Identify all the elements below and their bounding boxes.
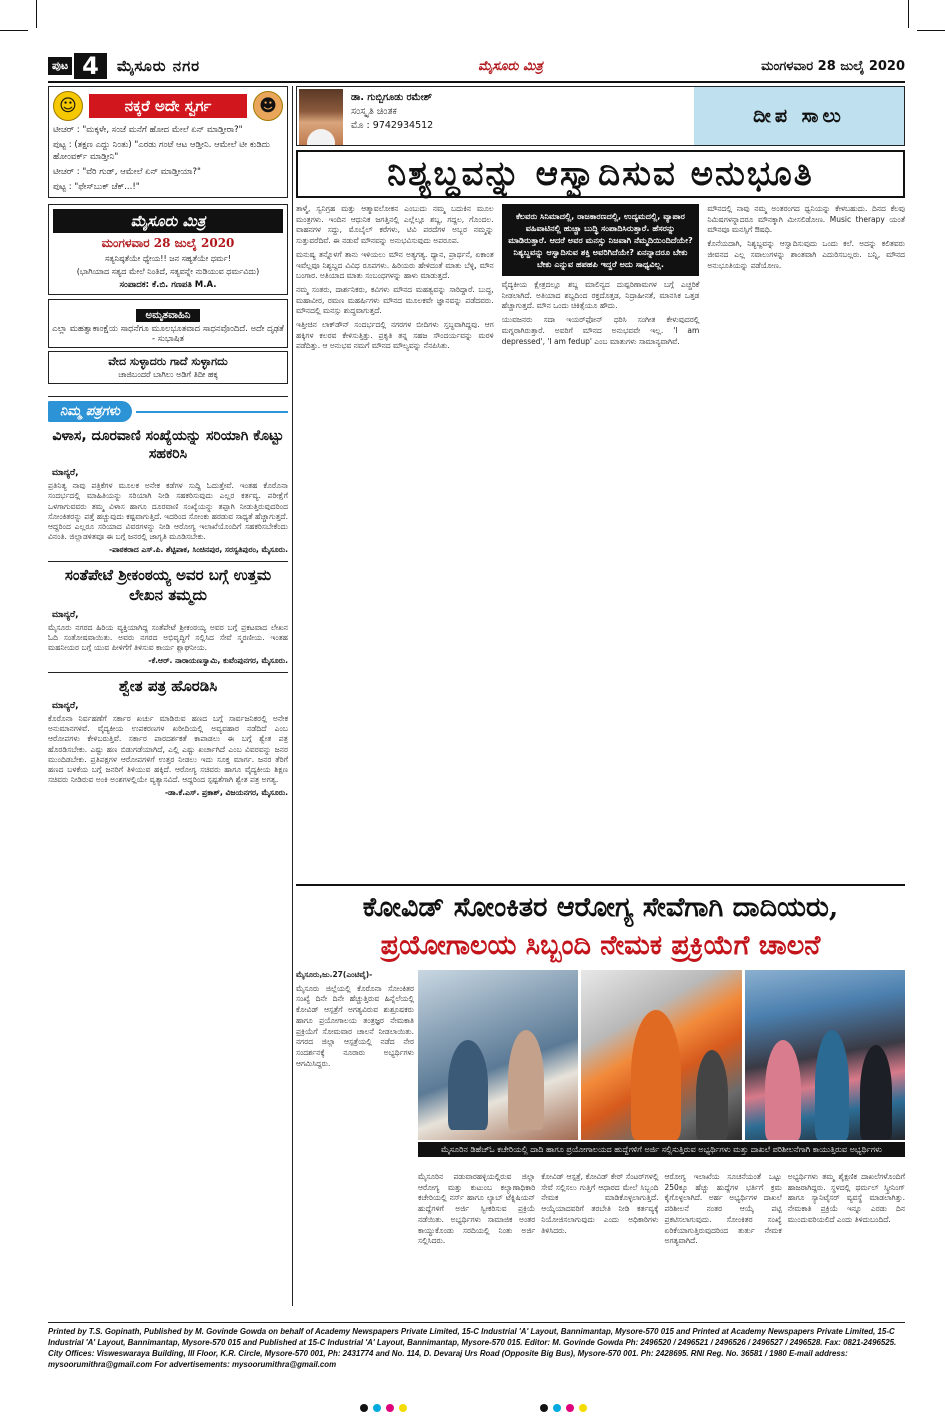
letter-signature: -ಡಾ.ಕೆ.ಎಸ್. ಪ್ರಕಾಶ್, ವಿಜಯನಗರ, ಮೈಸೂರು.: [164, 787, 288, 797]
letter-signature: -ಪಾಠಕರಾದ ಎಸ್.ಪಿ. ಶೆಟ್ಟಿಪಾಕ, ಸಿಂಚಿನಪುರ, ಸರಸ್ವತಿಪುರಂ, ಮೈಸೂರು.: [108, 544, 288, 554]
header-rule: [48, 81, 905, 83]
imprint-footer: Printed by T.S. Gopinath, Published by M. Govinde Gowda on behalf of Academy Newspapers Private Limited, 15-C Industrial 'A' Layout, Bannimantap, Mysore-570 015 and Printed at Academy Newspapers Private Limited, 15-C Industrial 'A' Layout, Bannimantap, Mysore-570 015 and Published at 15-C Industrial 'A' Layout, Bannimantap, Mysore-570 015. Editor: M. Govinde Gowda Ph: 2496520 / 2496521 / 2496526 / 2496527 / 2496528. Fax: 0821-2496525. City Offices: Visweswaraya Building, III Floor, K.R. Circle, Mysore-570 001, Ph: 2431774 and No. 114, D. Devaraj Urs Road (Opposite Big Bus), Mysore-570 001. Ph: 2428695. RNI Reg. No. 36581 / 1980 E-mail address: mysoorumithra@gmail.com For advertisements: mysoorumithra@gmail.com: [48, 1322, 905, 1370]
article-column: [502, 204, 700, 355]
article-paragraph: ವೈದ್ಯಕೀಯ ಕ್ಷೇತ್ರದಲ್ಲೂ ಶಬ್ದ ಮಾಲಿನ್ಯದ ದುಷ್ಪರಿಣಾಮಗಳ ಬಗ್ಗೆ ಎಚ್ಚರಿಕೆ ನೀಡಲಾಗಿದೆ. ಅತಿಯಾದ ಶಬ್ದದಿಂದ ರಕ್ತದೊತ್ತಡ, ನಿದ್ರಾಹೀನತೆ, ಮಾನಸಿಕ ಒತ್ತಡ ಹೆಚ್ಚಾಗುತ್ತದೆ. ಮೌನ ಒಂದು ಚಿಕಿತ್ಸೆಯೂ ಹೌದು.: [501, 280, 700, 311]
person-figure: [631, 1010, 681, 1140]
news-paragraph: ಆರೋಗ್ಯ ಇಲಾಖೆಯ ಸೂಚನೆಯಂತೆ ಒಟ್ಟು 250ಕ್ಕೂ ಹೆಚ್ಚು ಹುದ್ದೆಗಳ ಭರ್ತಿಗೆ ಕ್ರಮ ಕೈಗೊಳ್ಳಲಾಗಿದೆ. ಅರ್ಹ ಅಭ್ಯರ್ಥಿಗಳ ದಾಖಲೆ ಪರಿಶೀಲನೆ ನಂತರ ಆಯ್ಕೆ ಪಟ್ಟಿ ಪ್ರಕಟಿಸಲಾಗುವುದು. ಸೋಂಕಿತರ ಸಂಖ್ಯೆ ಏರಿಕೆಯಾಗುತ್ತಿರುವುದರಿಂದ ತುರ್ತು ನೇಮಕ ಅಗತ್ಯವಾಗಿದೆ.: [664, 1172, 782, 1246]
crop-mark: [917, 30, 945, 31]
news-photos: [418, 970, 905, 1140]
news-paragraph: ಅಭ್ಯರ್ಥಿಗಳು ತಮ್ಮ ಶೈಕ್ಷಣಿಕ ದಾಖಲೆಗಳೊಂದಿಗೆ ಹಾಜರಾಗಿದ್ದರು. ಸ್ಥಳದಲ್ಲಿ ಥರ್ಮಲ್ ಸ್ಕ್ರೀನಿಂಗ್ ಹಾಗೂ ಸ್ಯಾನಿಟೈಸರ್ ವ್ಯವಸ್ಥೆ ಮಾಡಲಾಗಿತ್ತು. ನೇಮಕಾತಿ ಪ್ರಕ್ರಿಯೆ ಇನ್ನೂ ಎರಡು ದಿನ ಮುಂದುವರಿಯಲಿದೆ ಎಂದು ತಿಳಿದುಬಂದಿದೆ.: [787, 1172, 905, 1224]
letter-body: ಪ್ರತಿನಿತ್ಯ ನಾವು ಪತ್ರಿಕೆಗಳ ಮೂಲಕ ಅನೇಕ ಕಡೆಗಳ ಸುದ್ದಿ ಓದುತ್ತೇವೆ. ಇಂತಹ ಕೊರೊನಾ ಸಂದರ್ಭದಲ್ಲಿ ಮಾಹಿತಿಯನ್ನು ಸರಿಯಾಗಿ ನೀಡಿ ಸಹಕರಿಸುವುದು ಎಲ್ಲರ ಕರ್ತವ್ಯ. ಪರೀಕ್ಷೆಗೆ ಒಳಗಾಗುವವರು ತಮ್ಮ ವಿಳಾಸ ಹಾಗೂ ದೂರವಾಣಿ ಸಂಖ್ಯೆಯನ್ನು ತಪ್ಪಾಗಿ ನೀಡುತ್ತಿರುವುದರಿಂದ ಸೋಂಕಿತರನ್ನು ಪತ್ತೆ ಹಚ್ಚುವುದು ಕಷ್ಟವಾಗುತ್ತಿದೆ. ಇದರಿಂದ ಸೋಂಕು ಹರಡುವ ಸಾಧ್ಯತೆ ಹೆಚ್ಚಾಗುತ್ತದೆ. ಆದ್ದರಿಂದ ಎಲ್ಲರೂ ಸರಿಯಾದ ವಿವರಗಳನ್ನು ನೀಡಿ ಆರೋಗ್ಯ ಇಲಾಖೆಯೊಂದಿಗೆ ಸಹಕರಿಸಬೇಕೆಂದು ವಿನಂತಿ. ಜಿಲ್ಲಾಡಳಿತವೂ ಈ ಬಗ್ಗೆ ಜನರಲ್ಲಿ ಜಾಗೃತಿ ಮೂಡಿಸಬೇಕು.: [48, 481, 288, 542]
article-pullquote: ಕೆಲವರು ಸಿನಿಮಾದಲ್ಲಿ, ರಾಜಕಾರಣದಲ್ಲಿ, ಉದ್ಯಮದಲ್ಲಿ, ವ್ಯಾಪಾರ ವಹಿವಾಟಿನಲ್ಲಿ ಹುಚ್ಚಾ ಬುದ್ಧಿ ಸಂಪಾದಿಸಿರುತ್ತಾರೆ. ಹೆಸರನ್ನು ಮಾಡಿರುತ್ತಾರೆ. ಆದರೆ ಅವರ ಮನಸ್ಸು ನಿಜವಾಗಿ ನೆಮ್ಮದಿಯಿಂದಿದೆಯೇ? ನಿಶ್ಯಬ್ದವನ್ನು ಆಸ್ವಾದಿಸುವ ಶಕ್ತಿ ಅವರಿಗಿದೆಯೇ? ಏನನ್ನಾದರೂ ಬೇಕು ಬೇಕು ಎನ್ನುವ ಹಪಹಪಿ ಇದ್ದರೆ ಅದು ಸಾಧ್ಯವಿಲ್ಲ.: [502, 204, 700, 276]
article-columns: [296, 204, 905, 355]
news-rule: [296, 884, 905, 886]
news-paragraph: ಕೋವಿಡ್ ಆಸ್ಪತ್ರೆ, ಕೋವಿಡ್ ಕೇರ್ ಸೆಂಟರ್‌ಗಳಲ್ಲಿ ಸೇವೆ ಸಲ್ಲಿಸಲು ಗುತ್ತಿಗೆ ಆಧಾರದ ಮೇಲೆ ಸಿಬ್ಬಂದಿ ನೇಮಕ ಮಾಡಿಕೊಳ್ಳಲಾಗುತ್ತಿದೆ. ಆಯ್ಕೆಯಾದವರಿಗೆ ತರಬೇತಿ ನೀಡಿ ಕರ್ತವ್ಯಕ್ಕೆ ನಿಯೋಜಿಸಲಾಗುವುದು ಎಂದು ಅಧಿಕಾರಿಗಳು ತಿಳಿಸಿದರು.: [541, 1172, 659, 1235]
proverb-box: [48, 351, 288, 384]
feature-article: [296, 86, 905, 355]
person-figure: [696, 1050, 728, 1140]
black-dot: [540, 1404, 548, 1412]
article-paragraph: ನಮ್ಮ ಸಂತರು, ದಾರ್ಶನಿಕರು, ಕವಿಗಳು ಮೌನದ ಮಹತ್ವವನ್ನು ಸಾರಿದ್ದಾರೆ. ಬುದ್ಧ, ಮಹಾವೀರ, ರಮಣ ಮಹರ್ಷಿಗಳು ಮೌನದ ಮೂಲಕವೇ ಜ್ಞಾನವನ್ನು ಪಡೆದವರು. ಮೌನದಲ್ಲಿ ಮನಸ್ಸು ಶುದ್ಧವಾಗುತ್ತದೆ.: [296, 284, 494, 316]
page-number: 4: [74, 53, 107, 79]
news-headline-line1: ಕೋವಿಡ್ ಸೋಂಕಿತರ ಆರೋಗ್ಯ ಸೇವೆಗಾಗಿ ದಾದಿಯರು,: [362, 892, 839, 923]
joke-box: [48, 86, 288, 198]
brand-logo: ಮೈಸೂರು ಮಿತ್ರ: [53, 209, 283, 233]
letter-salutation: ಮಾನ್ಯರೆ,: [52, 609, 79, 620]
person-figure: [765, 1040, 801, 1140]
crop-mark: [36, 0, 37, 28]
news-lead-column: [296, 970, 414, 1072]
joke-title-row: [53, 91, 283, 121]
brand-motto: ಸತ್ಯನಿಷ್ಠತೆಯೇ ಧ್ಯೇಯ!! ಜನ ಸಹ್ಯತೆಯೇ ಧರ್ಮ!: [105, 254, 231, 263]
joke-line: ಪುಟ್ಟ : (ತಕ್ಷಣ ಎದ್ದು ನಿಂತು) "ಎರಡು ಗಂಟೆ ಆಟ ಆಡ್ತೀನಿ. ಆಮೇಲೆ ಟೀ ಕುಡಿದು ಹೋಂವರ್ಕ್ ಮಾಡ್ತೀನಿ": [53, 140, 270, 162]
author-info: [345, 87, 439, 137]
masthead: ಮೈಸೂರು ಮಿತ್ರ: [478, 58, 543, 74]
left-column: [48, 86, 288, 798]
article-column: [707, 204, 905, 355]
letter-title: ಶ್ವೇತ ಪತ್ರ ಹೊರಡಿಸಿ: [48, 672, 288, 696]
author-role: ಸಂಸ್ಕೃತಿ ಚಿಂತಕ: [351, 106, 397, 117]
person-figure: [508, 1030, 544, 1130]
article-paragraph: ಇತ್ತೀಚಿನ ಲಾಕ್‌ಡೌನ್ ಸಂದರ್ಭದಲ್ಲಿ ನಗರಗಳ ಬೀದಿಗಳು ಸ್ತಬ್ಧವಾಗಿದ್ದವು. ಆಗ ಹಕ್ಕಿಗಳ ಕಲರವ ಕೇಳಿಸುತ್ತಿತ್ತು. ಪ್ರಕೃತಿ ತನ್ನ ಸಹಜ ಸೌಂದರ್ಯವನ್ನು ಮರಳಿ ಪಡೆದಿತ್ತು. ಆ ಅನುಭವ ನಮಗೆ ಮೌನದ ಮೌಲ್ಯವನ್ನು ನೆನಪಿಸಿತು.: [296, 320, 494, 351]
letters-rule: [136, 411, 288, 413]
letter-body: ಕೊರೊನಾ ನಿರ್ವಹಣೆಗೆ ಸರ್ಕಾರ ಖರ್ಚು ಮಾಡಿರುವ ಹಣದ ಬಗ್ಗೆ ಸಾರ್ವಜನಿಕರಲ್ಲಿ ಅನೇಕ ಅನುಮಾನಗಳಿವೆ. ವೈದ್ಯಕೀಯ ಉಪಕರಣಗಳ ಖರೀದಿಯಲ್ಲಿ ಅವ್ಯವಹಾರ ನಡೆದಿದೆ ಎಂಬ ಆರೋಪಗಳು ಕೇಳಿಬರುತ್ತಿವೆ. ಸರ್ಕಾರ ಪಾರದರ್ಶಕತೆ ಕಾಪಾಡಲು ಈ ಬಗ್ಗೆ ಶ್ವೇತ ಪತ್ರ ಹೊರಡಿಸಬೇಕು. ಎಷ್ಟು ಹಣ ಬಿಡುಗಡೆಯಾಗಿದೆ, ಎಲ್ಲಿ ಎಷ್ಟು ಖರ್ಚಾಗಿದೆ ಎಂಬ ವಿವರವನ್ನು ಜನರ ಮುಂದಿಡಬೇಕು. ಪ್ರತಿಪಕ್ಷಗಳ ಆರೋಪಗಳಿಗೆ ಉತ್ತರ ನೀಡಲು ಇದು ಸೂಕ್ತ ಮಾರ್ಗ. ಜನರ ತೆರಿಗೆ ಹಣದ ಬಳಕೆಯ ಬಗ್ಗೆ ಜನರಿಗೆ ತಿಳಿಯುವ ಹಕ್ಕಿದೆ. ಆರೋಗ್ಯ ಸಚಿವರು ಹಾಗೂ ವೈದ್ಯಕೀಯ ಶಿಕ್ಷಣ ಸಚಿವರು ನೀಡಿರುವ ಅಂಕಿ ಅಂಶಗಳಲ್ಲಿಯೇ ವ್ಯತ್ಯಾಸವಿದೆ. ಆದ್ದರಿಂದ ಸ್ಪಷ್ಟತೆಗಾಗಿ ಶ್ವೇತ ಪತ್ರ ಅಗತ್ಯ.: [48, 713, 288, 785]
registration-dots-right: [540, 1404, 587, 1412]
author-strip: [296, 86, 905, 146]
letter-body: ಮೈಸೂರು ನಗರದ ಹಿರಿಯ ವ್ಯಕ್ತಿಯಾಗಿದ್ದ ಸಂತೆಪೇಟೆ ಶ್ರೀಕಂಠಯ್ಯ ಅವರ ಬಗ್ಗೆ ಪ್ರಕಟವಾದ ಲೇಖನ ಓದಿ ಸಂತೋಷವಾಯಿತು. ಅವರು ನಗರದ ಅಭಿವೃದ್ಧಿಗೆ ಸಲ್ಲಿಸಿದ ಸೇವೆ ಸ್ಮರಣೀಯ. ಇಂತಹ ಮಹನೀಯರ ಬಗ್ಗೆ ಯುವ ಪೀಳಿಗೆಗೆ ತಿಳಿಸುವ ಕಾರ್ಯ ಶ್ಲಾಘನೀಯ.: [48, 622, 288, 653]
article-column: [296, 204, 494, 355]
author-name: ಡಾ. ಗುಬ್ಬಿಗೂಡು ರಮೇಶ್: [351, 92, 432, 103]
cyan-dot: [373, 1404, 381, 1412]
joke-line: ಟೀಚರ್ : "ವೆರಿ ಗುಡ್, ಆಮೇಲೆ ಏನ್ ಮಾಡ್ತೀಯಾ?": [53, 167, 201, 177]
news-photo: [418, 970, 578, 1140]
brand-date: ಮಂಗಳವಾರ 28 ಜುಲೈ 2020: [101, 236, 235, 250]
letter-signature: -ಕೆ.ಆರ್. ನಾರಾಯಣಸ್ವಾಮಿ, ಕುವೆಂಪುನಗರ, ಮೈಸೂರು.: [148, 655, 288, 665]
news-photo: [745, 970, 905, 1140]
black-dot: [360, 1404, 368, 1412]
brand-motto-note: (ಭಾಗಿಯಾದ ಸತ್ಯದ ಮೇಲೆ ನಿಂತಿದೆ, ಸತ್ಯವನ್ನೇ ನುಡಿಯುವ ಧರ್ಮವಿದು): [76, 267, 260, 276]
article-paragraph: ತಾಳ್ಮೆ, ಸ್ವನಿಗ್ರಹ ಮತ್ತು ಆತ್ಮಾವಲೋಕನ ಎಂಬುದು ನಮ್ಮ ಬದುಕಿನ ಮೂಲ ಮಂತ್ರಗಳು. ಇಂದಿನ ಆಧುನಿಕ ಜಗತ್ತಿನಲ್ಲಿ ಎಲ್ಲೆಲ್ಲೂ ಶಬ್ದ, ಗದ್ದಲ, ಗೊಂದಲ. ವಾಹನಗಳ ಸದ್ದು, ಮೊಬೈಲ್ ಕರೆಗಳು, ಟಿವಿ ಪರದೆಗಳ ಅಬ್ಬರ ನಮ್ಮನ್ನು ಸುತ್ತುವರೆದಿವೆ. ಈ ನಡುವೆ ಮೌನವನ್ನು ಅನುಭವಿಸುವುದು ಅಪರೂಪ.: [296, 204, 494, 246]
article-paragraph: ಮನುಷ್ಯ ತನ್ನೊಳಗೆ ತಾನು ಇಳಿಯಲು ಮೌನ ಅತ್ಯಗತ್ಯ. ಧ್ಯಾನ, ಪ್ರಾರ್ಥನೆ, ಏಕಾಂತ ಇವೆಲ್ಲವೂ ನಿಶ್ಯಬ್ದದ ವಿವಿಧ ರೂಪಗಳು. ಹಿರಿಯರು ಹೇಳಿದಂತೆ ಮಾತು ಬೆಳ್ಳಿ, ಮೌನ ಬಂಗಾರ. ಅತಿಯಾದ ಮಾತು ಸಂಬಂಧಗಳನ್ನು ಹಾಳು ಮಾಡುತ್ತದೆ.: [296, 249, 494, 281]
cyan-dot: [553, 1404, 561, 1412]
news-dateline: ಮೈಸೂರು,ಜು.27(ಎಂಟಿವೈ)-: [296, 970, 373, 979]
letters-header: [48, 396, 288, 422]
author-photo: [299, 89, 343, 145]
proverb-text: ಚಾಜಿಬಂದರೆ ಬಾಗಿಲು ಅಡಿಗೆ ತಿದೀ ಹಕ್ಕ: [118, 370, 218, 379]
letters-title: ನಿಮ್ಮ ಪತ್ರಗಳು: [48, 401, 132, 422]
joke-line: ಟೀಚರ್ : "ಮಕ್ಕಳೇ, ಸಂಜೆ ಮನೆಗೆ ಹೋದ ಮೇಲೆ ಏನ್ ಮಾಡ್ತೀರಾ?": [53, 125, 243, 135]
person-figure: [448, 1040, 488, 1130]
yellow-dot: [399, 1404, 407, 1412]
issue-date: ಮಂಗಳವಾರ 28 ಜುಲೈ 2020: [761, 58, 905, 74]
letter-title: ಸಂತೆಪೇಟೆ ಶ್ರೀಕಂಠಯ್ಯ ಅವರ ಬಗ್ಗೆ ಉತ್ತಮ ಲೇಖನ ತಮ್ಮದು: [48, 561, 288, 605]
brand-box: [48, 204, 288, 295]
column-divider: [292, 86, 293, 1306]
thought-heading: ಅಮೃತವಾಹಿನಿ: [136, 309, 201, 322]
magenta-dot: [566, 1404, 574, 1412]
section-name: ಮೈಸೂರು ನಗರ: [116, 57, 201, 75]
news-paragraph: ಮೈಸೂರು ಜಿಲ್ಲೆಯಲ್ಲಿ ಕೊರೊನಾ ಸೋಂಕಿತರ ಸಂಖ್ಯೆ ದಿನೇ ದಿನೇ ಹೆಚ್ಚುತ್ತಿರುವ ಹಿನ್ನೆಲೆಯಲ್ಲಿ ಕೋವಿಡ್ ಆಸ್ಪತ್ರೆಗೆ ಅಗತ್ಯವಿರುವ ಶುಶ್ರೂಷಕರು ಹಾಗೂ ಪ್ರಯೋಗಾಲಯ ತಂತ್ರಜ್ಞರ ನೇಮಕಾತಿ ಪ್ರಕ್ರಿಯೆಗೆ ಸೋಮವಾರ ಚಾಲನೆ ನೀಡಲಾಯಿತು. ನಗರದ ಜಿಲ್ಲಾ ಆಸ್ಪತ್ರೆಯಲ್ಲಿ ನಡೆದ ನೇರ ಸಂದರ್ಶನಕ್ಕೆ ನೂರಾರು ಅಭ್ಯರ್ಥಿಗಳು ಆಗಮಿಸಿದ್ದರು.: [296, 983, 414, 1068]
magenta-dot: [386, 1404, 394, 1412]
thought-box: [48, 299, 288, 348]
letter-title: ವಿಳಾಸ, ದೂರವಾಣಿ ಸಂಖ್ಯೆಯನ್ನು ಸರಿಯಾಗಿ ಕೊಟ್ಟು ಸಹಕರಿಸಿ: [52, 428, 284, 462]
joke-title: ನಕ್ಕರೆ ಅದೇ ಸ್ವರ್ಗ: [89, 94, 247, 118]
person-figure: [815, 1030, 849, 1140]
letter-salutation: ಮಾನ್ಯರೆ,: [52, 700, 79, 711]
page-header: [48, 52, 905, 80]
letter-salutation: ಮಾನ್ಯರೆ,: [52, 468, 79, 478]
page-label: ಪುಟ: [48, 57, 72, 75]
photo-caption: ಮೈಸೂರಿನ ಡಿಹೆಚ್‌ಓ ಕಚೇರಿಯಲ್ಲಿ ದಾದಿ ಹಾಗೂ ಪ್ರಯೋಗಾಲಯದ ಹುದ್ದೆಗಳಿಗೆ ಅರ್ಜಿ ಸಲ್ಲಿಸುತ್ತಿರುವ ಅಭ್ಯರ್ಥಿಗಳು ಮತ್ತು ದಾಖಲೆ ಪರಿಶೀಲನೆಗಾಗಿ ಕಾಯುತ್ತಿರುವ ಅಭ್ಯರ್ಥಿಗಳು: [418, 1142, 905, 1157]
column-name: ದೀಪ ಸಾಲು: [694, 87, 904, 145]
yellow-dot: [579, 1404, 587, 1412]
article-paragraph: ಕೊನೆಯದಾಗಿ, ನಿಶ್ಯಬ್ದವನ್ನು ಆಸ್ವಾದಿಸುವುದು ಒಂದು ಕಲೆ. ಅದನ್ನು ಕಲಿತವರು ಜೀವನದ ಎಲ್ಲ ಸವಾಲುಗಳನ್ನು ಶಾಂತವಾಗಿ ಎದುರಿಸಬಲ್ಲರು. ಬನ್ನಿ, ಮೌನದ ಅನುಭೂತಿಯನ್ನು ಪಡೆಯೋಣ.: [707, 239, 906, 270]
registration-dots-left: [360, 1404, 407, 1412]
person-figure: [860, 1045, 892, 1140]
crop-mark: [908, 0, 909, 28]
joke-line: ಪುಟ್ಟ : "ಫೇಸ್‌ಬುಕ್ ಚೆಕ್...!": [53, 182, 140, 192]
news-headline-line2: ಪ್ರಯೋಗಾಲಯ ಸಿಬ್ಬಂದಿ ನೇಮಕ ಪ್ರಕ್ರಿಯೆಗೆ ಚಾಲನೆ: [380, 930, 821, 961]
article-paragraph: ಯುವಜನರು ಸದಾ ಇಯರ್‌ಫೋನ್ ಧರಿಸಿ ಸಂಗೀತ ಕೇಳುವುದರಲ್ಲಿ ಮಗ್ನರಾಗಿರುತ್ತಾರೆ. ಅವರಿಗೆ ಮೌನದ ಅನುಭವವೇ ಇಲ್ಲ. 'I am depressed', 'I am fedup' ಎಂಬ ಮಾತುಗಳು ಸಾಮಾನ್ಯವಾಗಿವೆ.: [501, 315, 700, 346]
news-paragraph: ಮೈಸೂರಿನ ಪಡುವಾರಹಳ್ಳಿಯಲ್ಲಿರುವ ಜಿಲ್ಲಾ ಆರೋಗ್ಯ ಮತ್ತು ಕುಟುಂಬ ಕಲ್ಯಾಣಾಧಿಕಾರಿ ಕಚೇರಿಯಲ್ಲಿ ನರ್ಸ್ ಹಾಗೂ ಲ್ಯಾಬ್ ಟೆಕ್ನಿಷಿಯನ್ ಹುದ್ದೆಗಳಿಗೆ ಅರ್ಜಿ ಸ್ವೀಕರಿಸುವ ಪ್ರಕ್ರಿಯೆ ನಡೆಯಿತು. ಅಭ್ಯರ್ಥಿಗಳು ಸಾಮಾಜಿಕ ಅಂತರ ಕಾಯ್ದುಕೊಂಡು ಸರದಿಯಲ್ಲಿ ನಿಂತು ಅರ್ಜಿ ಸಲ್ಲಿಸಿದರು.: [418, 1172, 536, 1246]
article-headline: ನಿಶ್ಯಬ್ದವನ್ನು ಆಸ್ವಾದಿಸುವ ಅನುಭೂತಿ: [296, 150, 905, 198]
news-columns: [418, 1172, 905, 1250]
cartoon-face-icon: ☻: [253, 91, 283, 121]
thought-text: ಎಲ್ಲಾ ಮಹತ್ವಾಕಾಂಕ್ಷೆಯ ಸಾಧನೆಗೂ ಮೂಲಭೂತವಾದ ಸಾಧನವೊಂದಿದೆ. ಅದೇ ದೃಢತೆ - ಸುಭಾಷಿತ: [52, 324, 284, 344]
proverb-heading: ವೇದ ಸುಳ್ಳಾದರು ಗಾದೆ ಸುಳ್ಳಾಗದು: [108, 355, 228, 368]
news-photo: [581, 970, 741, 1140]
author-phone: ಮೊ : 9742934512: [351, 120, 434, 131]
crop-mark: [0, 30, 28, 31]
article-paragraph: ಮೌನದಲ್ಲಿ ನಾವು ನಮ್ಮ ಅಂತರಂಗದ ಧ್ವನಿಯನ್ನು ಕೇಳಬಹುದು. ದಿನದ ಕೆಲವು ನಿಮಿಷಗಳನ್ನಾದರೂ ಮೌನಕ್ಕಾಗಿ ಮೀಸಲಿಡೋಣ. Music therapy ಯಂತೆ ಮೌನವೂ ಮನಸ್ಸಿಗೆ ಔಷಧಿ.: [707, 204, 906, 235]
brand-editor: ಸಂಪಾದಕ: ಕೆ.ಬಿ. ಗಣಪತಿ M.A.: [119, 280, 217, 290]
laughing-face-icon: ☺: [53, 91, 83, 121]
